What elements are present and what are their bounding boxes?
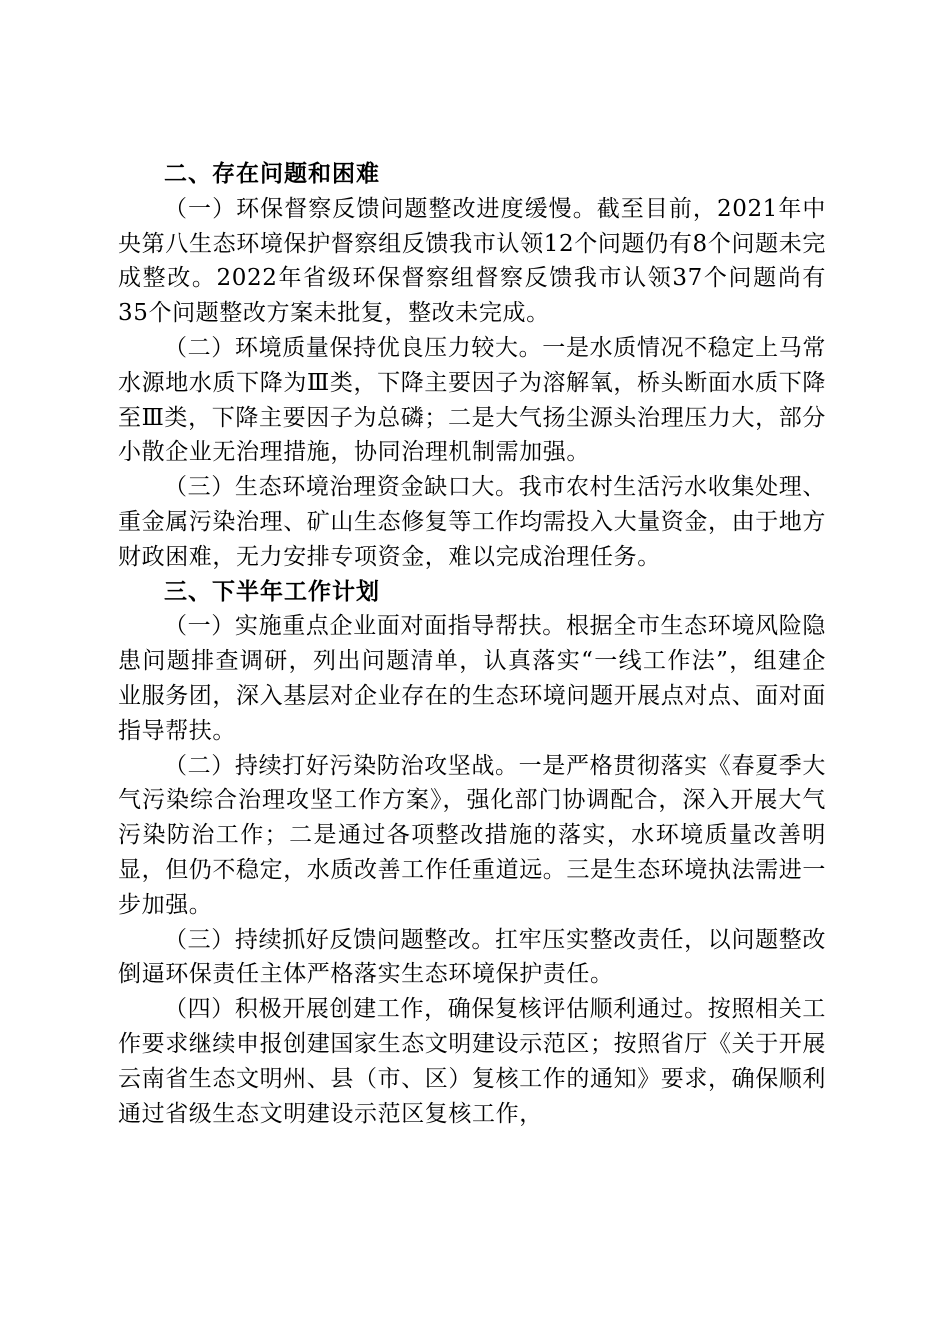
paragraph-enterprise-guidance: （一）实施重点企业面对面指导帮扶。根据全市生态环境风险隐患问题排查调研，列出问题清单，认真落实“一线工作法”，组建企业服务团，深入基层对企业存在的生态环境问题开展点对点、面对面指导帮扶。 — [118, 613, 826, 744]
paragraph-pollution-prevention: （二）持续打好污染防治攻坚战。一是严格贯彻落实《春夏季大气污染综合治理攻坚工作方案》，强化部门协调配合，深入开展大气污染防治工作；二是通过各项整改措施的落实，水环境质量改善明显，但仍不稳定，水质改善工作任重道远。三是生态环境执法需进一步加强。 — [118, 752, 826, 918]
paragraph-creation-work: （四）积极开展创建工作，确保复核评估顺利通过。按照相关工作要求继续申报创建国家生态文明建设示范区；按照省厅《关于开展云南省生态文明州、县（市、区）复核工作的通知》要求，确保顺利通过省级生态文明建设示范区复核工作， — [118, 996, 826, 1127]
paragraph-funding-gap: （三）生态环境治理资金缺口大。我市农村生活污水收集处理、重金属污染治理、矿山生态修复等工作均需投入大量资金，由于地方财政困难，无力安排专项资金，难以完成治理任务。 — [118, 474, 826, 570]
section-heading-problems: 二、存在问题和困难 — [164, 161, 380, 187]
paragraph-feedback-rectification: （三）持续抓好反馈问题整改。扛牢压实整改责任，以问题整改倒逼环保责任主体严格落实生态环境保护责任。 — [118, 926, 826, 988]
document-page — [118, 157, 826, 1131]
section-heading-work-plan: 三、下半年工作计划 — [164, 578, 380, 605]
paragraph-environment-quality: （二）环境质量保持优良压力较大。一是水质情况不稳定上马常水源地水质下降为Ⅲ类，下降主要因子为溶解氧，桥头断面水质下降至Ⅲ类，下降主要因子为总磷；二是大气扬尘源头治理压力大，部分小散企业无治理措施，协同治理机制需加强。 — [118, 334, 826, 466]
paragraph-supervision-rectification: （一）环保督察反馈问题整改进度缓慢。截至目前，2021年中央第八生态环境保护督察组反馈我市认领12个问题仍有8个问题未完成整改。2022年省级环保督察组督察反馈我市认领37个问题尚有35个问题整改方案未批复，整改未完成。 — [118, 195, 826, 327]
